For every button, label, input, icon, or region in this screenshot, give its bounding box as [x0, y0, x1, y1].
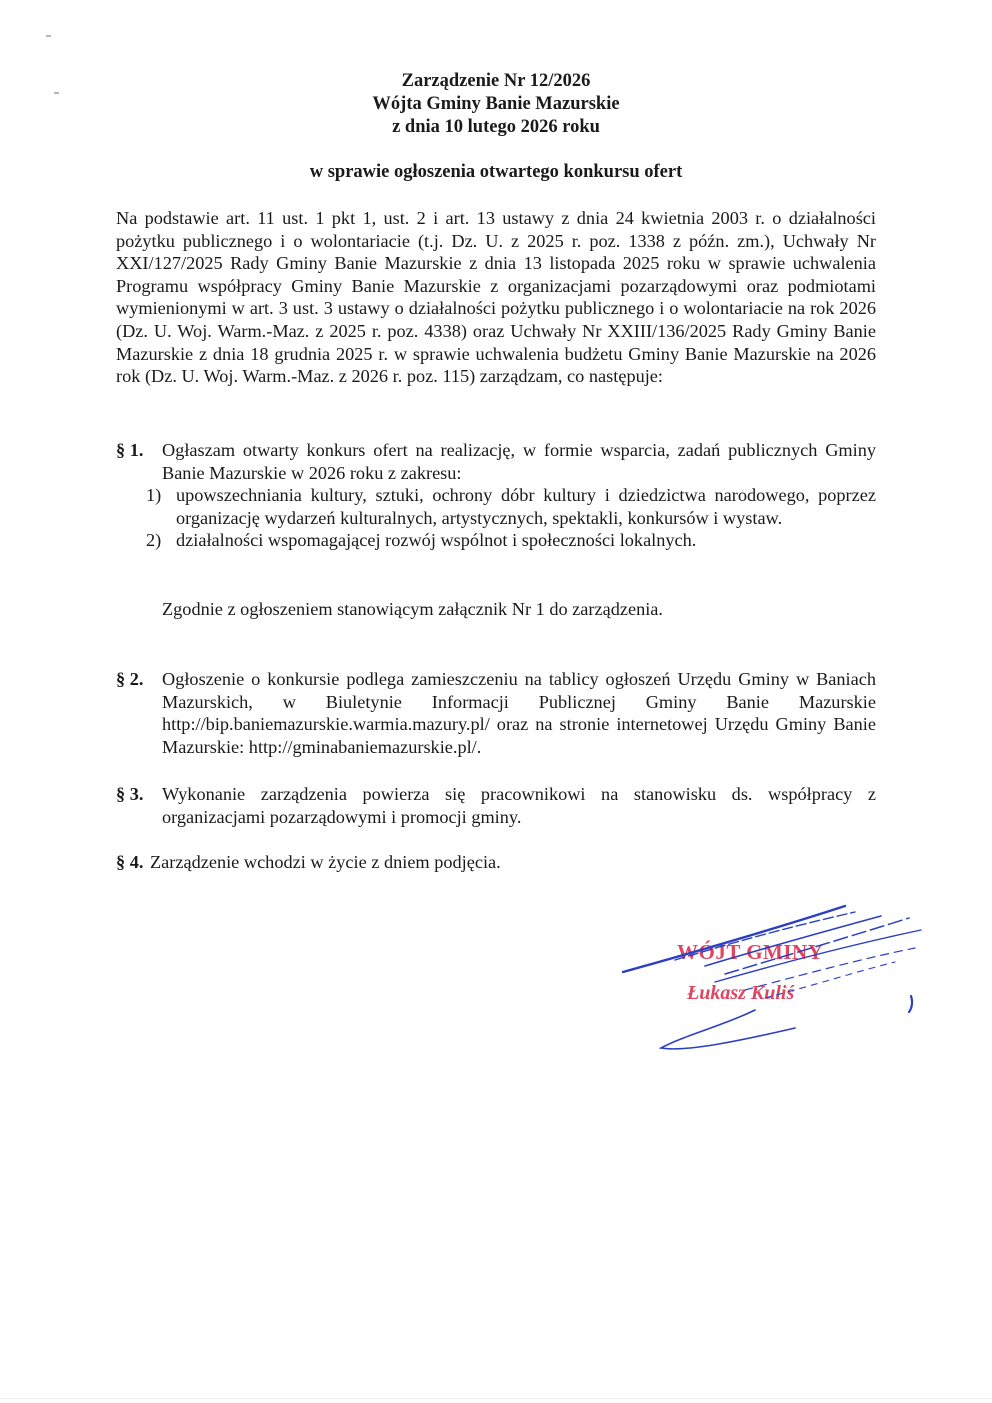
preamble: Na podstawie art. 11 ust. 1 pkt 1, ust. 2 i art. 13 ustawy z dnia 24 kwietnia 2003 r. o działalności pożytku publicznego i o wolontariacie (t.j. Dz. U. z 2025 r. poz. 1338 z późn. zm.), Uchwały Nr XXI/127/2025 Rady Gminy Banie Mazurskie z dnia 13 listopada 2025 roku w sprawie uchwalenia Programu współpracy Gminy Banie Mazurskie z organizacjami pozarządowymi oraz podmiotami wymienionymi w art. 3 ust. 3 ustawy o działalności pożytku publicznego i o wolontariacie na rok 2026 (Dz. U. Woj. Warm.-Maz. z 2025 r. poz. 4338) oraz Uchwały Nr XXIII/136/2025 Rady Gminy Banie Mazurskie z dnia 18 grudnia 2025 r. w sprawie uchwalenia budżetu Gminy Banie Mazurskie na 2026 rok (Dz. U. Woj. Warm.-Maz. z 2026 r. poz. 115) zarządzam, co następuje: — [116, 208, 876, 387]
stamp-title: WÓJT GMINY — [677, 940, 824, 964]
page-edge-line — [0, 1398, 992, 1399]
handwritten-signature-icon — [615, 890, 935, 1060]
section-3 — [116, 783, 876, 828]
section-1 — [116, 439, 876, 484]
document-subject: w sprawie ogłoszenia otwartego konkursu ofert — [309, 162, 683, 182]
list-item-text: działalności wspomagającej rozwój wspólnot i społeczności lokalnych. — [176, 530, 697, 551]
list-item — [116, 529, 876, 552]
document-title-line-2: Wójta Gminy Banie Mazurskie — [372, 94, 620, 114]
document-date: z dnia 10 lutego 2026 roku — [392, 117, 600, 137]
list-item-text: upowszechniania kultury, sztuki, ochrony dóbr kultury i dziedzictwa narodowego, poprzez organizację wydarzeń kulturalnych, artystycznych, spektakli, konkursów i wystaw. — [176, 485, 876, 528]
section-text: Ogłaszam otwarty konkurs ofert na realizację, w formie wsparcia, zadań publicznych Gminy Banie Mazurskie w 2026 roku z zakresu: — [162, 440, 876, 483]
section-1-note: Zgodnie z ogłoszeniem stanowiącym załącznik Nr 1 do zarządzenia. — [162, 599, 663, 619]
section-number: § 2. — [116, 669, 144, 689]
scan-artifact — [46, 35, 51, 37]
list-item-number: 1) — [146, 485, 162, 505]
section-text: Wykonanie zarządzenia powierza się pracownikowi na stanowisku ds. współpracy z organizacjami pozarządowymi i promocji gminy. — [162, 784, 876, 827]
section-number: § 1. — [116, 440, 144, 460]
document-title-line-1: Zarządzenie Nr 12/2026 — [401, 71, 591, 91]
section-1-list — [116, 484, 876, 552]
section-number: § 4. — [116, 852, 144, 872]
section-text: Ogłoszenie o konkursie podlega zamieszczeniu na tablicy ogłoszeń Urzędu Gminy w Baniach Mazurskich, w Biuletynie Informacji Publicznej Gminy Banie Mazurskie http://bip.baniemazurskie.warmia.mazury.pl/ oraz na stronie internetowej Urzędu Gminy Banie Mazurskie: http://gminabaniemazurskie.pl/. — [162, 669, 876, 757]
section-number: § 3. — [116, 784, 144, 804]
section-4 — [116, 851, 876, 874]
stamp-name: Łukasz Kuliś — [687, 982, 795, 1004]
list-item-number: 2) — [146, 530, 162, 551]
section-text: Zarządzenie wchodzi w życie z dniem podjęcia. — [150, 852, 501, 872]
signature-block — [615, 890, 935, 1060]
list-item — [116, 484, 876, 529]
section-2 — [116, 668, 876, 758]
